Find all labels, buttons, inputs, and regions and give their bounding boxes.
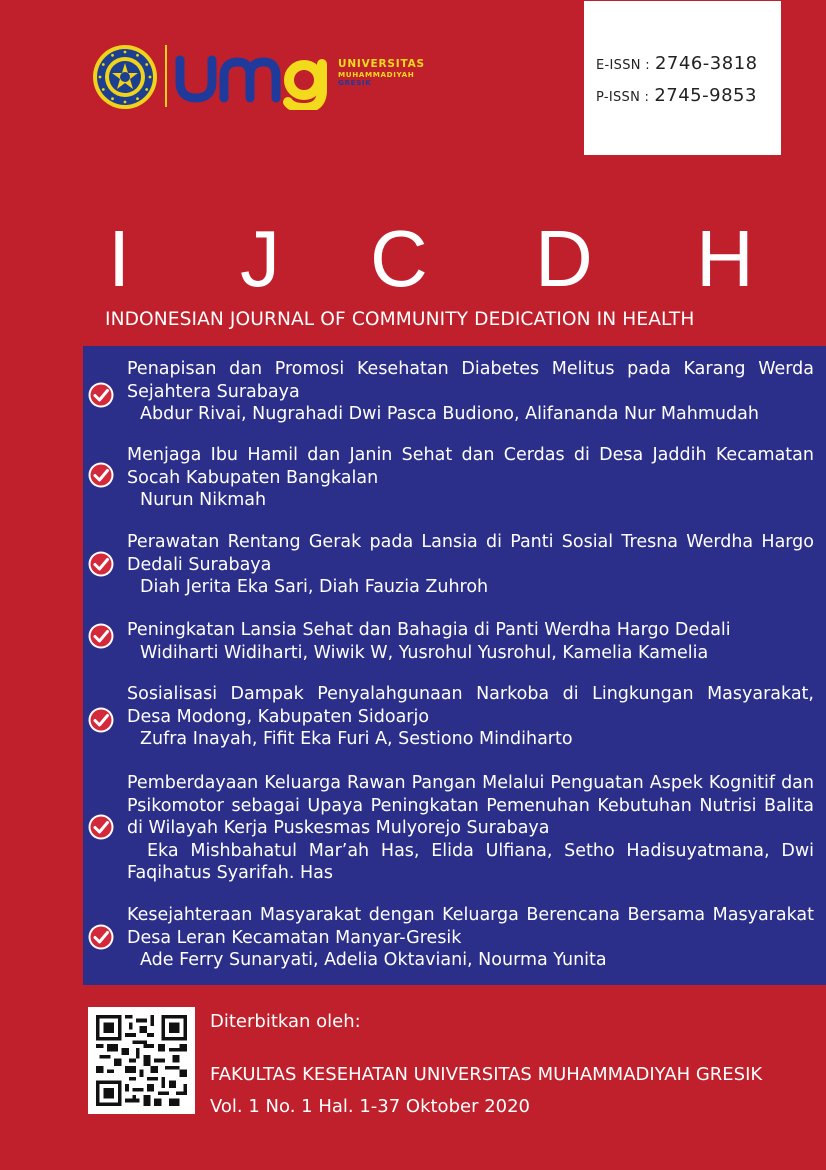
e-issn-label: E-ISSN : (596, 58, 650, 73)
qr-code-pattern (96, 1015, 187, 1106)
checkmark-icon (88, 551, 114, 577)
logo-divider (165, 45, 167, 107)
article-authors: Diah Jerita Eka Sari, Diah Fauzia Zuhroh (140, 577, 489, 597)
acronym-letter: J (240, 214, 280, 303)
article-title (127, 444, 814, 512)
article-title (127, 772, 814, 885)
article-title-text: Pemberdayaan Keluarga Rawan Pangan Melalui Penguatan Aspek Kognitif dan Psikomotor sebagai Upaya Peningkatan Pemenuhan Kebutuhan Nutrisi Balita di Wilayah Kerja Puskesmas Mulyorejo Surabaya (127, 773, 814, 838)
university-name-line1: UNIVERSITAS (338, 58, 425, 70)
acronym-letter: H (696, 214, 754, 303)
university-name-line2: MUHAMMADIYAH (338, 70, 415, 79)
article-title (127, 358, 814, 426)
acronym-letter: I (108, 214, 131, 303)
article-authors: Zufra Inayah, Fifit Eka Furi A, Sestiono Mindiharto (140, 729, 573, 749)
article-title-text: Penapisan dan Promosi Kesehatan Diabetes Melitus pada Karang Werda Sejahtera Surabaya (127, 359, 814, 402)
e-issn-row (596, 53, 758, 74)
publisher-name: FAKULTAS KESEHATAN UNIVERSITAS MUHAMMADIYAH GRESIK (210, 1064, 763, 1085)
article-authors: Eka Mishbahatul Mar’ah Has, Elida Ulfiana, Setho Hadisuyatmana, Dwi Faqihatus Syarifah. Has (127, 840, 814, 883)
acronym-letter: D (535, 214, 593, 303)
checkmark-icon (88, 707, 114, 733)
article-authors: Ade Ferry Sunaryati, Adelia Oktaviani, Nourma Yunita (140, 950, 607, 970)
volume-info: Vol. 1 No. 1 Hal. 1-37 Oktober 2020 (210, 1096, 531, 1117)
article-title-text: Sosialisasi Dampak Penyalahgunaan Narkoba di Lingkungan Masyarakat, Desa Modong, Kabupaten Sidoarjo (127, 684, 814, 727)
journal-acronym (0, 216, 826, 302)
checkmark-icon (88, 924, 114, 950)
article-title (127, 683, 814, 751)
p-issn-label: P-ISSN : (596, 90, 650, 105)
article-title-text: Menjaga Ibu Hamil dan Janin Sehat dan Cerdas di Desa Jaddih Kecamatan Socah Kabupaten Bangkalan (127, 445, 814, 488)
e-issn-number: 2746-3818 (654, 53, 758, 74)
university-name (338, 59, 468, 87)
qr-code (88, 1007, 195, 1114)
university-seal-logo (92, 44, 158, 110)
checkmark-icon (88, 462, 114, 488)
article-title-text: Perawatan Rentang Gerak pada Lansia di Panti Sosial Tresna Werdha Hargo Dedali Surabaya (127, 532, 814, 575)
umg-wordmark-logo (172, 50, 337, 110)
table-of-contents (83, 346, 826, 985)
checkmark-icon (88, 814, 114, 840)
article-title (127, 619, 814, 664)
article-authors: Abdur Rivai, Nugrahadi Dwi Pasca Budiono, Alifananda Nur Mahmudah (140, 404, 759, 424)
p-issn-number: 2745-9853 (654, 85, 757, 106)
article-authors: Widiharti Widiharti, Wiwik W, Yusrohul Yusrohul, Kamelia Kamelia (140, 642, 709, 663)
published-by-label: Diterbitkan oleh: (210, 1011, 361, 1032)
journal-full-name: INDONESIAN JOURNAL OF COMMUNITY DEDICATION IN HEALTH (105, 309, 695, 330)
acronym-letter: C (370, 214, 428, 303)
university-name-line3: GRESIK (338, 78, 372, 87)
article-title (127, 904, 814, 972)
article-title-text: Peningkatan Lansia Sehat dan Bahagia di Panti Werdha Hargo Dedali (127, 620, 731, 640)
article-authors: Nurun Nikmah (140, 490, 267, 510)
issn-box (584, 1, 781, 155)
article-title-text: Kesejahteraan Masyarakat dengan Keluarga Berencana Bersama Masyarakat Desa Leran Kecamatan Manyar-Gresik (127, 905, 814, 948)
article-title (127, 531, 814, 599)
checkmark-icon (88, 623, 114, 649)
p-issn-row (596, 85, 757, 106)
checkmark-icon (88, 382, 114, 408)
